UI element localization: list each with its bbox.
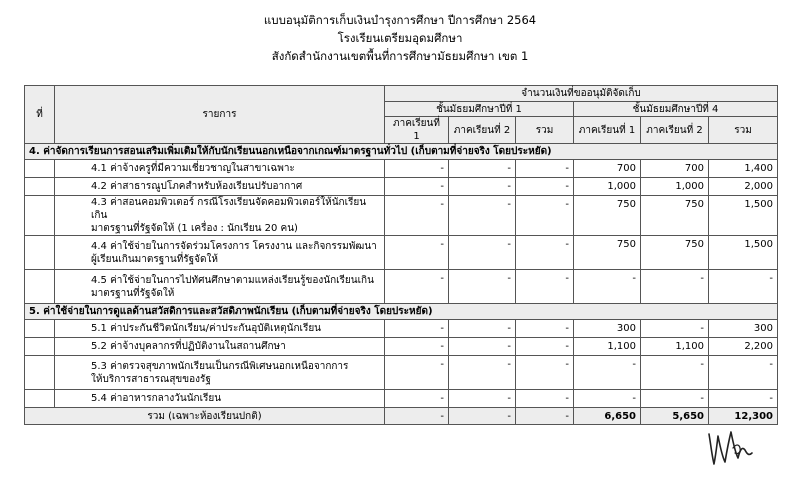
col-header-g4-term1: ภาคเรียนที่ 1 [574, 117, 641, 144]
section-row [25, 144, 778, 160]
amount-g4-total: - [709, 356, 778, 390]
amount-g1-term2: - [449, 196, 516, 236]
col-header-g1-total: รวม [516, 117, 574, 144]
col-header-g1-term2: ภาคเรียนที่ 2 [449, 117, 516, 144]
item-description [55, 356, 385, 390]
amount-g1-term2: - [449, 320, 516, 338]
table-row [25, 270, 778, 304]
fee-table [24, 85, 778, 425]
table-row [25, 356, 778, 390]
item-line: 5.3 ค่าตรวจสุขภาพนักเรียนเป็นกรณีพิเศษนอกเหนือจากการ [91, 360, 349, 372]
item-description [55, 160, 385, 178]
item-line: 5.1 ค่าประกันชีวิตนักเรียน/ค่าประกันอุบัติเหตุนักเรียน [91, 323, 322, 334]
amount-g4-total: 1,400 [709, 160, 778, 178]
item-description [55, 196, 385, 236]
section-title: 4. ค่าจัดการเรียนการสอนเสริมเพิ่มเติมให้กับนักเรียนนอกเหนือจากเกณฑ์มาตรฐานทั่วไป (เก็บตามที่จ่ายจริง โดยประหยัด) [25, 144, 778, 160]
amount-g1-term2: - [449, 236, 516, 270]
item-line: 4.1 ค่าจ้างครูที่มีความเชี่ยวชาญในสาขาเฉพาะ [91, 163, 295, 174]
amount-g1-term1: - [385, 390, 449, 408]
row-number-cell [25, 390, 55, 408]
amount-g4-term2: 1,100 [641, 338, 709, 356]
section-title: 5. ค่าใช้จ่ายในการดูแลด้านสวัสดิการและสวัสดิภาพนักเรียน (เก็บตามที่จ่ายจริง โดยประหยัด) [25, 304, 778, 320]
amount-g4-term1: 300 [574, 320, 641, 338]
amount-g1-term2: - [449, 160, 516, 178]
amount-g1-total: - [516, 320, 574, 338]
office-name: สังกัดสำนักงานเขตพื้นที่การศึกษามัธยมศึกษา เขต 1 [271, 49, 529, 63]
table-row [25, 338, 778, 356]
total-g1-term2: - [449, 408, 516, 425]
item-line: 4.3 ค่าสอนคอมพิวเตอร์ กรณีโรงเรียนจัดคอมพิวเตอร์ให้นักเรียนเกิน [91, 197, 367, 221]
amount-g4-term1: - [574, 356, 641, 390]
item-line: 5.4 ค่าอาหารกลางวันนักเรียน [91, 393, 222, 404]
signature [705, 420, 755, 470]
amount-g4-term1: - [574, 270, 641, 304]
col-header-grade4: ชั้นมัธยมศึกษาปีที่ 4 [574, 102, 778, 117]
amount-g1-term2: - [449, 270, 516, 304]
row-number-cell [25, 178, 55, 196]
table-row [25, 160, 778, 178]
item-description [55, 236, 385, 270]
amount-g4-term1: 1,100 [574, 338, 641, 356]
item-description [55, 390, 385, 408]
amount-g1-total: - [516, 390, 574, 408]
amount-g1-term2: - [449, 356, 516, 390]
col-header-no: ที่ [25, 86, 55, 144]
item-line: 5.2 ค่าจ้างบุคลากรที่ปฏิบัติงานในสถานศึกษา [91, 341, 286, 352]
amount-g4-total: - [709, 390, 778, 408]
row-number-cell [25, 320, 55, 338]
row-number-cell [25, 236, 55, 270]
totals-label: รวม (เฉพาะห้องเรียนปกติ) [25, 408, 385, 425]
amount-g4-term1: 700 [574, 160, 641, 178]
col-header-item: รายการ [55, 86, 385, 144]
item-description [55, 178, 385, 196]
amount-g1-term1: - [385, 320, 449, 338]
row-number-cell [25, 356, 55, 390]
amount-g1-term1: - [385, 236, 449, 270]
col-header-g4-term2: ภาคเรียนที่ 2 [641, 117, 709, 144]
amount-g4-term2: 750 [641, 236, 709, 270]
amount-g1-term1: - [385, 160, 449, 178]
amount-g4-total: 1,500 [709, 196, 778, 236]
amount-g4-term1: 750 [574, 196, 641, 236]
table-row [25, 236, 778, 270]
amount-g1-term2: - [449, 390, 516, 408]
totals-row [25, 408, 778, 425]
amount-g1-total: - [516, 160, 574, 178]
amount-g4-total: 2,200 [709, 338, 778, 356]
table-row [25, 196, 778, 236]
col-header-grade1: ชั้นมัธยมศึกษาปีที่ 1 [385, 102, 574, 117]
col-header-g4-total: รวม [709, 117, 778, 144]
amount-g1-term2: - [449, 178, 516, 196]
document-title: แบบอนุมัติการเก็บเงินบำรุงการศึกษา ปีการศึกษา 2564 [263, 13, 537, 27]
amount-g4-term1: 1,000 [574, 178, 641, 196]
item-line: 4.5 ค่าใช้จ่ายในการไปทัศนศึกษาตามแหล่งเรียนรู้ของนักเรียนเกิน [91, 274, 374, 286]
row-number-cell [25, 160, 55, 178]
table-row [25, 320, 778, 338]
item-description [55, 338, 385, 356]
section-row [25, 304, 778, 320]
amount-g1-term1: - [385, 270, 449, 304]
amount-g4-term2: - [641, 320, 709, 338]
amount-g4-term1: - [574, 390, 641, 408]
amount-g4-term2: - [641, 270, 709, 304]
amount-g4-term2: - [641, 390, 709, 408]
row-number-cell [25, 196, 55, 236]
table-row [25, 178, 778, 196]
item-line: 4.4 ค่าใช้จ่ายในการจัดร่วมโครงการ โครงงาน และกิจกรรมพัฒนา [91, 240, 377, 252]
total-g4-term2: 5,650 [641, 408, 709, 425]
amount-g4-total: 1,500 [709, 236, 778, 270]
total-g1-term1: - [385, 408, 449, 425]
school-name: โรงเรียนเตรียมอุดมศึกษา [337, 31, 463, 45]
table-row [25, 390, 778, 408]
amount-g1-term1: - [385, 196, 449, 236]
row-number-cell [25, 270, 55, 304]
amount-g1-term1: - [385, 356, 449, 390]
total-g1-total: - [516, 408, 574, 425]
total-g4-term1: 6,650 [574, 408, 641, 425]
amount-g4-total: 300 [709, 320, 778, 338]
amount-g4-term2: 750 [641, 196, 709, 236]
col-header-g1-term1: ภาคเรียนที่ 1 [385, 117, 449, 144]
row-number-cell [25, 338, 55, 356]
item-line-continued: มาตรฐานที่รัฐจัดให้ [91, 287, 175, 299]
amount-g1-total: - [516, 338, 574, 356]
item-description [55, 320, 385, 338]
item-line: 4.2 ค่าสาธารณูปโภคสำหรับห้องเรียนปรับอากาศ [91, 181, 303, 192]
col-header-amount: จำนวนเงินที่ขออนุมัติจัดเก็บ [385, 86, 778, 102]
amount-g1-term1: - [385, 338, 449, 356]
amount-g1-total: - [516, 270, 574, 304]
amount-g1-total: - [516, 178, 574, 196]
item-line-continued: ผู้เรียนเกินมาตรฐานที่รัฐจัดให้ [91, 253, 219, 265]
amount-g1-term2: - [449, 338, 516, 356]
amount-g4-term2: - [641, 356, 709, 390]
amount-g1-total: - [516, 196, 574, 236]
amount-g4-total: 2,000 [709, 178, 778, 196]
total-g4-total: 12,300 [709, 408, 778, 425]
amount-g1-term1: - [385, 178, 449, 196]
item-line-continued: ให้บริการสาธารณสุขของรัฐ [91, 373, 211, 385]
amount-g4-term2: 700 [641, 160, 709, 178]
amount-g1-total: - [516, 236, 574, 270]
amount-g4-total: - [709, 270, 778, 304]
amount-g4-term1: 750 [574, 236, 641, 270]
item-line-continued: มาตรฐานที่รัฐจัดให้ (1 เครื่อง : นักเรียน 20 คน) [91, 223, 298, 234]
item-description [55, 270, 385, 304]
amount-g4-term2: 1,000 [641, 178, 709, 196]
amount-g1-total: - [516, 356, 574, 390]
